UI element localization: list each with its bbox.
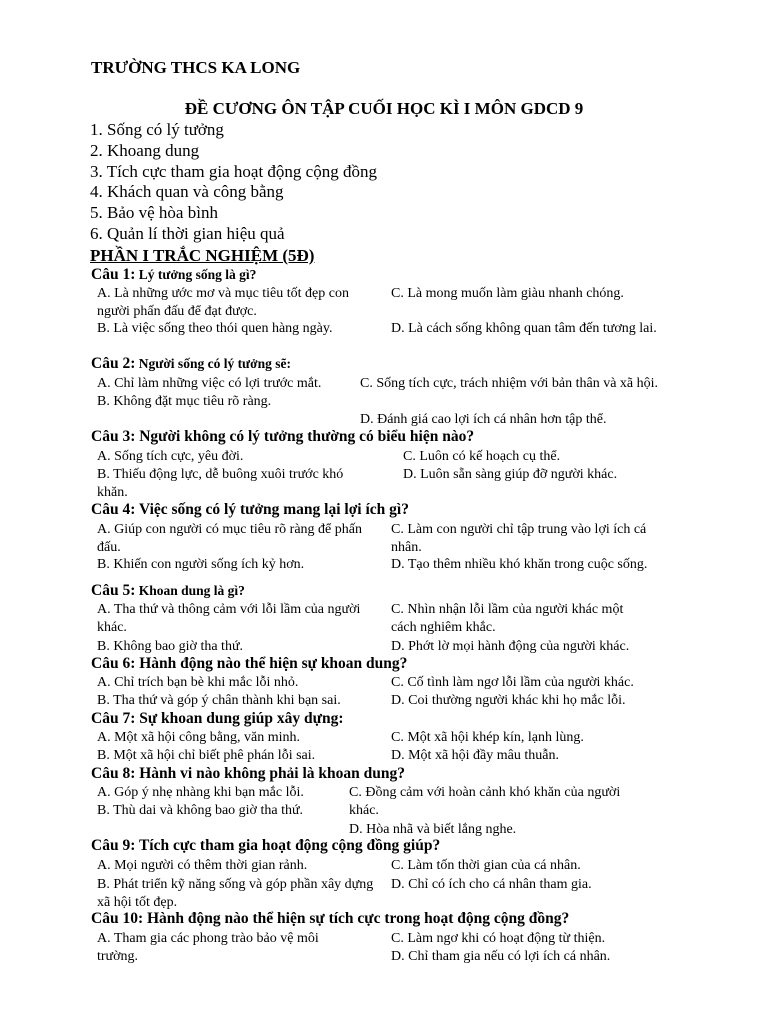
- option-c: C. Làm con người chỉ tập trung vào lợi ích cá nhân.: [391, 522, 647, 555]
- question-number: Câu 10:: [91, 910, 144, 927]
- question-number: Câu 1:: [91, 266, 136, 283]
- question-text: Hành động nào thể hiện sự khoan dung?: [135, 655, 408, 672]
- option-a: A. Tha thứ và thông cảm với lỗi lầm của người khác.: [97, 602, 361, 635]
- question-8: [91, 765, 405, 783]
- option-c: C. Làm ngơ khi có hoạt động từ thiện.: [391, 931, 606, 946]
- option-d: D. Coi thường người khác khi họ mắc lỗi.: [391, 693, 626, 708]
- question-1: [91, 266, 256, 284]
- school-name: TRƯỜNG THCS KA LONG: [91, 58, 301, 77]
- option-a: A. Một xã hội công bằng, văn minh.: [97, 730, 300, 745]
- option-d: D. Chỉ tham gia nếu có lợi ích cá nhân.: [391, 949, 611, 964]
- question-text: Người không có lý tưởng thường có biểu hiện nào?: [135, 428, 475, 445]
- option-a: A. Sống tích cực, yêu đời.: [97, 449, 244, 464]
- question-number: Câu 5:: [91, 582, 136, 599]
- option-b: B. Tha thứ và góp ý chân thành khi bạn sai.: [97, 693, 341, 708]
- topic-item: 1. Sống có lý tưởng: [90, 120, 224, 139]
- option-c: C. Một xã hội khép kín, lạnh lùng.: [391, 730, 584, 745]
- question-text: Khoan dung là gì?: [135, 583, 245, 598]
- topic-item: 5. Bảo vệ hòa bình: [90, 203, 218, 222]
- question-7: [91, 710, 344, 728]
- question-4: [91, 501, 409, 519]
- option-d: D. Đánh giá cao lợi ích cá nhân hơn tập thể.: [360, 412, 607, 427]
- question-text: Sự khoan dung giúp xây dựng:: [135, 710, 344, 727]
- option-c: C. Đồng cảm với hoàn cảnh khó khăn của người khác.: [349, 785, 621, 818]
- option-d: D. Chỉ có ích cho cá nhân tham gia.: [391, 877, 592, 892]
- question-number: Câu 9:: [91, 837, 136, 854]
- option-b: B. Một xã hội chỉ biết phê phán lỗi sai.: [97, 748, 316, 763]
- option-b: B. Phát triển kỹ năng sống và góp phần xây dựng xã hội tốt đẹp.: [97, 877, 374, 910]
- question-text: Hành vi nào không phải là khoan dung?: [135, 765, 406, 782]
- option-b: B. Khiến con người sống ích kỷ hơn.: [97, 557, 305, 572]
- question-number: Câu 2:: [91, 355, 136, 372]
- question-number: Câu 4:: [91, 501, 136, 518]
- question-3: [91, 428, 474, 446]
- option-d: D. Hòa nhã và biết lắng nghe.: [349, 822, 517, 837]
- option-a: A. Mọi người có thêm thời gian rảnh.: [97, 858, 308, 873]
- topic-item: 6. Quản lí thời gian hiệu quả: [90, 224, 285, 243]
- option-a: A. Góp ý nhẹ nhàng khi bạn mắc lỗi.: [97, 785, 304, 800]
- question-6: [91, 655, 407, 673]
- option-b: B. Là việc sống theo thói quen hàng ngày.: [97, 321, 333, 336]
- option-c: C. Nhìn nhận lỗi lầm của người khác một cách nghiêm khắc.: [391, 602, 624, 635]
- question-10: [91, 910, 569, 928]
- option-b: B. Không bao giờ tha thứ.: [97, 639, 244, 654]
- option-d: D. Một xã hội đầy mâu thuẫn.: [391, 748, 559, 763]
- option-d: D. Tạo thêm nhiều khó khăn trong cuộc sống.: [391, 557, 648, 572]
- option-b: B. Không đặt mục tiêu rõ ràng.: [97, 394, 272, 409]
- option-c: C. Sống tích cực, trách nhiệm với bản thân và xã hội.: [360, 376, 659, 391]
- option-d: D. Là cách sống không quan tâm đến tương lai.: [391, 321, 657, 336]
- question-9: [91, 837, 440, 855]
- option-c: C. Cố tình làm ngơ lỗi lầm của người khác.: [391, 675, 634, 690]
- section-title: PHẦN I TRẮC NGHIỆM (5Đ): [90, 246, 315, 265]
- question-number: Câu 7:: [91, 710, 136, 727]
- option-a: A. Chỉ trích bạn bè khi mắc lỗi nhỏ.: [97, 675, 299, 690]
- question-text: Việc sống có lý tưởng mang lại lợi ích gì?: [135, 501, 409, 518]
- option-a: A. Chỉ làm những việc có lợi trước mắt.: [97, 376, 322, 391]
- question-5: [91, 582, 245, 600]
- question-text: Lý tưởng sống là gì?: [135, 267, 257, 282]
- topic-item: 4. Khách quan và công bằng: [90, 182, 284, 201]
- document-title: ĐỀ CƯƠNG ÔN TẬP CUỐI HỌC KÌ I MÔN GDCD 9: [184, 99, 584, 118]
- option-c: C. Luôn có kế hoạch cụ thể.: [403, 449, 561, 464]
- question-2: [91, 355, 291, 373]
- question-number: Câu 3:: [91, 428, 136, 445]
- topic-item: 3. Tích cực tham gia hoạt động cộng đồng: [90, 162, 377, 181]
- topic-item: 2. Khoang dung: [90, 141, 200, 160]
- option-a: A. Tham gia các phong trào bảo vệ môi trường.: [97, 931, 319, 964]
- option-b: B. Thiếu động lực, dễ buông xuôi trước khó khăn.: [97, 467, 344, 500]
- option-b: B. Thù dai và không bao giờ tha thứ.: [97, 803, 304, 818]
- question-text: Người sống có lý tưởng sẽ:: [135, 356, 292, 371]
- question-number: Câu 8:: [91, 765, 136, 782]
- option-c: C. Làm tốn thời gian của cá nhân.: [391, 858, 581, 873]
- option-c: C. Là mong muốn làm giàu nhanh chóng.: [391, 286, 624, 301]
- option-a: A. Giúp con người có mục tiêu rõ ràng để phấn đấu.: [97, 522, 362, 555]
- question-text: Hành động nào thể hiện sự tích cực trong hoạt động cộng đồng?: [143, 910, 570, 927]
- question-text: Tích cực tham gia hoạt động cộng đồng giúp?: [135, 837, 441, 854]
- option-d: D. Luôn sẵn sàng giúp đỡ người khác.: [403, 467, 618, 482]
- option-a: A. Là những ước mơ và mục tiêu tốt đẹp con người phấn đấu để đạt được.: [97, 286, 349, 319]
- question-number: Câu 6:: [91, 655, 136, 672]
- option-d: D. Phớt lờ mọi hành động của người khác.: [391, 639, 630, 654]
